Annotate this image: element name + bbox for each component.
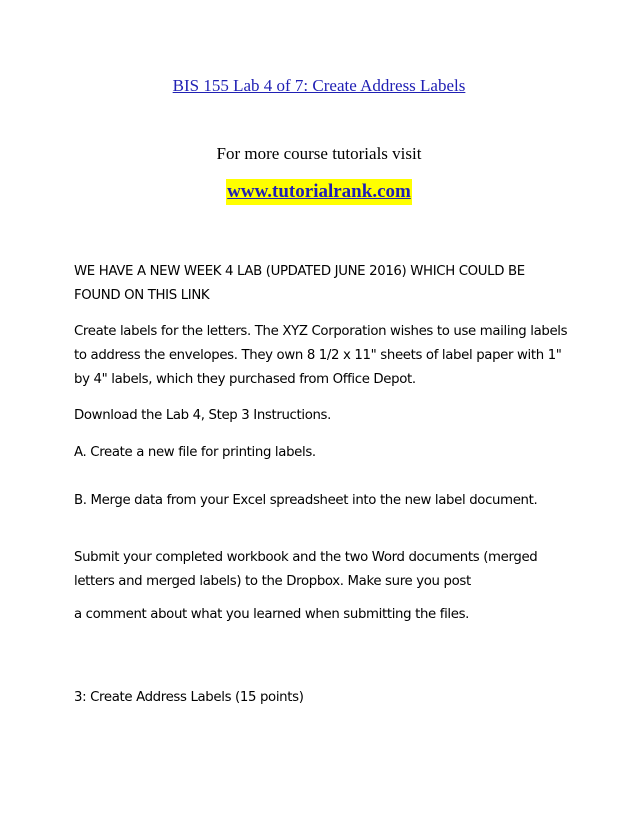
paragraph-submit: Submit your completed workbook and the two Word documents (merged letters and merged labels) to the Dropbox. Make sure you post <box>74 550 538 589</box>
paragraph-create-labels: Create labels for the letters. The XYZ Corporation wishes to use mailing labels to address the envelopes. They own 8 1/2 x 11" sheets of label paper with 1" by 4" labels, which they purchased from Office Depot. <box>74 324 568 387</box>
document-title-link[interactable]: BIS 155 Lab 4 of 7: Create Address Labels <box>172 76 466 95</box>
website-link[interactable]: www.tutorialrank.com <box>226 179 412 205</box>
paragraph-comment: a comment about what you learned when submitting the files. <box>74 607 470 622</box>
paragraph-step-b: B. Merge data from your Excel spreadsheet into the new label document. <box>74 493 538 508</box>
paragraph-new-lab: WE HAVE A NEW WEEK 4 LAB (UPDATED JUNE 2016) WHICH COULD BE FOUND ON THIS LINK <box>74 264 525 303</box>
website-row <box>0 179 638 205</box>
paragraph-step-a: A. Create a new file for printing labels. <box>74 445 316 460</box>
visit-text: For more course tutorials visit <box>216 144 422 163</box>
section-heading: 3: Create Address Labels (15 points) <box>74 690 304 705</box>
paragraph-download: Download the Lab 4, Step 3 Instructions. <box>74 408 332 423</box>
